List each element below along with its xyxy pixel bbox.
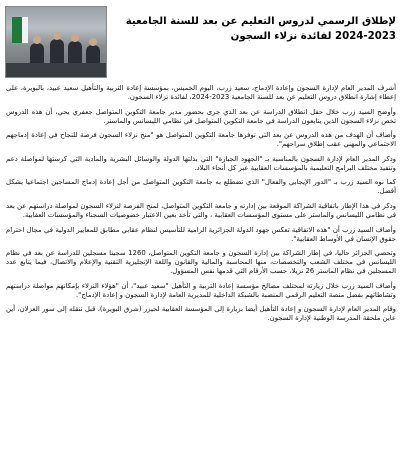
article-paragraph: وأضاف أن الهدف من هذه الدروس عن بعد التي توفرها جامعة التكوين المتواصل هو "منح نزلاء السجون فرصة للنجاح في إعادة إدماجهم الاجتماعي والمهني عقب إطلاق سراحهم". [6, 131, 396, 149]
article-body [6, 84, 396, 329]
person-head [53, 32, 61, 40]
article-paragraph: أشرف المدير العام لإدارة السجون وإعادة الإدماج، سعيد زرب، اليوم الخميس، بمؤسسة إعادة التربية والتأهيل سعيد عبيد، بالبويرة، على إعطاء إشارة انطلاق دروس التعليم عن بعد للسنة الجامعية 2023-2024، لفائدة نزلاء السجون. [6, 84, 396, 102]
article-paragraph: وتحصي الجزائر حاليا، في إطار الشراكة بين إدارة السجون و جامعة التكوين المتواصل، 1260 سجينا مسجلين للدراسة عن بعد في نظام الليسانس في مختلف الشعب والتخصصات، منها المحاسبة والمالية والقانون واللغة الإنجليزية التقنية والإعلام والاتصال، فيما يتابع عدد المسجلين في نظام الماستر 26 نزيلا، حسب الأرقام التي قدمها نفس المسؤول. [6, 249, 397, 276]
article-paragraph: وأوضح السيد زرب خلال حفل انطلاق الدراسة عن بعد الذي جرى بحضور مدير جامعة التكوين المتواصل جعفري يحي، أن هذه الدروس تخص نزلاء السجون الذين يتابعون الدراسة في جامعة التكوين المتواصل في نظامي الليسانس والماستر. [6, 107, 396, 125]
article-photo [5, 6, 107, 78]
article-paragraph: وأضاف السيد زرب خلال زيارته لمختلف مصالح مؤسسة إعادة التربية و التأهيل "سعيد عبيد"، أن "هؤلاء النزلاء بإمكانهم مواصلة دراستهم وتشاطاتهم بفضل منصة التعليم الرقمي المنصبة بالشبكة الداخلية للمديرية العامة لإدارة السجون و إعادة الإدماج". [6, 281, 396, 299]
article-paragraph: كما نوه السيد زرب بـ "الدور الإيجابي والفعال" الذي تضطلع به جامعة التكوين المتواصل من أجل إعادة إدماج المساجين اجتماعيا بشكل أفضل. [6, 178, 396, 196]
article-paragraph: وذكر في هذا الإطار باتفاقية الشراكة الموقعة بين إدارته و جامعة التكوين المتواصل، لمنح الفرصة لنزلاء السجون لمواصلة دراستهم عن بعد في نظامي الليسانس والماستر على مستوى المؤسسات العقابية ، والتي تأخذ بعين الاعتبار خصوصيات السجناء والمؤسسات العقابية. [6, 201, 396, 220]
person-head [89, 38, 97, 46]
person-head [71, 34, 79, 42]
flag-shape [12, 17, 22, 43]
article-paragraph: وقام المدير العام لإدارة السجون و إعادة التأهيل أيضا بزيارة إلى المؤسسة العقابية لحيزر (شرق البويرة)، قبل تنقله إلى سور الغزلان، أين عاين ملحقة المدرسة الوطنية لإدارة السجون. [6, 305, 396, 323]
flag-stripe-shape [22, 17, 28, 43]
table-shape [6, 63, 106, 77]
article-paragraph: وذكر المدير العام لإدارة السجون بالمناسبة بـ "الجهود الجبارة" التي بذلتها الدولة والوسائل البشرية والمادية التي كرستها لمواصلة دعم وتنفيذ مختلف البرامج التعليمية بالمؤسسات العقابية عبر كل أنحاء البلاد. [6, 154, 396, 172]
article-paragraph: وأضاف السيد زرب أن "هذه الاتفاقية تعكس جهود الدولة الجزائرية الرامية للتأسيس لنظام عقابي مطابق للمعايير الدولية في مجال احترام حقوق الإنسان في الأوساط العقابية". [6, 225, 396, 243]
article-title: لإطلاق الرسمي لدروس التعليم عن بعد للسنة الجامعية 2023-2024 لفائدة نزلاء السجون [125, 16, 396, 42]
person-head [33, 36, 41, 44]
